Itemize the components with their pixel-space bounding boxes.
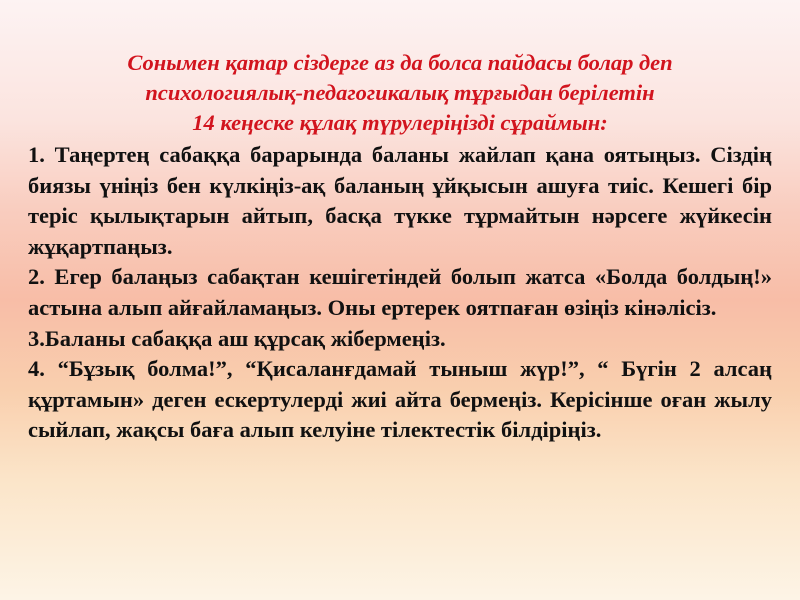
- advice-item-2: 2. Егер балаңыз сабақтан кешігетіндей болып жатса «Болда болдың!» астына алып айғайламаңыз. Оны ертерек оятпаған өзіңіз кінәлісіз.: [28, 264, 772, 320]
- intro-line-1: Сонымен қатар сіздерге аз да болса пайдасы болар деп: [127, 50, 673, 75]
- advice-item-3: 3.Баланы сабаққа аш құрсақ жібермеңіз.: [28, 325, 446, 351]
- advice-item-4: 4. “Бұзық болма!”, “Қисаланғдамай тыныш жүр!”, “ Бүгін 2 алсаң құртамын» деген ескертулерді жиі айта бермеңіз. Керісінше оған жылу сыйлап, жақсы баға алып келуіне тілектестік білдіріңіз.: [28, 356, 772, 443]
- intro-line-2: психологиялық-педагогикалық тұрғыдан берілетін: [145, 80, 655, 105]
- intro-line-3: 14 кеңеске құлақ түрулеріңізді сұраймын:: [192, 110, 608, 135]
- advice-item-1: 1. Таңертең сабаққа барарында баланы жайлап қана оятыңыз. Сіздің биязы үніңіз бен күлкіңіз-ақ баланың ұйқысын ашуға тиіс. Кешегі бір теріс қылықтарын айтып, басқа түкке тұрмайтын нәрсеге жүйкесін жұқартпаңыз.: [28, 142, 772, 259]
- intro-heading: [28, 48, 772, 138]
